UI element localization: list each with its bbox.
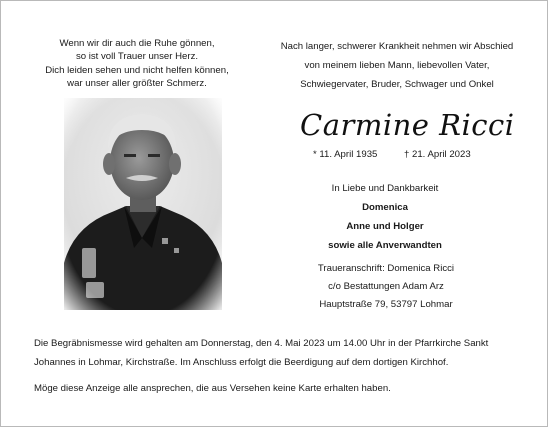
mourners-phrase: In Liebe und Dankbarkeit xyxy=(331,183,439,194)
intro-line: Nach langer, schwerer Krankheit nehmen wir Abschied xyxy=(280,41,514,52)
poem xyxy=(32,37,242,91)
mourners xyxy=(290,179,480,255)
poem-line: Wenn wir dir auch die Ruhe gönnen, xyxy=(59,38,215,49)
closing-note: Möge diese Anzeige alle ansprechen, die aus Versehen keine Karte erhalten haben. xyxy=(34,383,391,394)
birth-date: * 11. April 1935 xyxy=(313,149,378,160)
poem-line: Dich leiden sehen und nicht helfen können, xyxy=(45,64,229,76)
intro-line: von meinem lieben Mann, liebevollen Vater, xyxy=(304,60,490,71)
mourner-name: sowie alle Anverwandten xyxy=(328,240,442,251)
funeral-details: Die Begräbnismesse wird gehalten am Donnerstag, den 4. Mai 2023 um 14.00 Uhr in der Pfarrkirche Sankt Johannes in Lohmar, Kirchstraße. Im Anschluss erfolgt die Beerdigung auf dem dortigen Kirchhof. xyxy=(34,338,489,368)
poem-line: so ist voll Trauer unser Herz. xyxy=(75,51,199,63)
mourner-name: Domenica xyxy=(362,202,408,213)
portrait-photo xyxy=(64,98,222,310)
address-line: c/o Bestattungen Adam Arz xyxy=(328,281,444,293)
mourning-address xyxy=(310,260,462,315)
poem-line: war unser aller größter Schmerz. xyxy=(67,78,207,90)
intro-line: Schwiegervater, Bruder, Schwager und Onkel xyxy=(300,79,494,90)
address-line: Hauptstraße 79, 53797 Lohmar xyxy=(319,299,453,311)
mourner-name: Anne und Holger xyxy=(346,221,424,232)
intro-text xyxy=(273,37,521,94)
death-date: † 21. April 2023 xyxy=(404,149,471,160)
address-line: Traueranschrift: Domenica Ricci xyxy=(317,263,455,274)
deceased-name: Carmine Ricci xyxy=(300,108,515,142)
